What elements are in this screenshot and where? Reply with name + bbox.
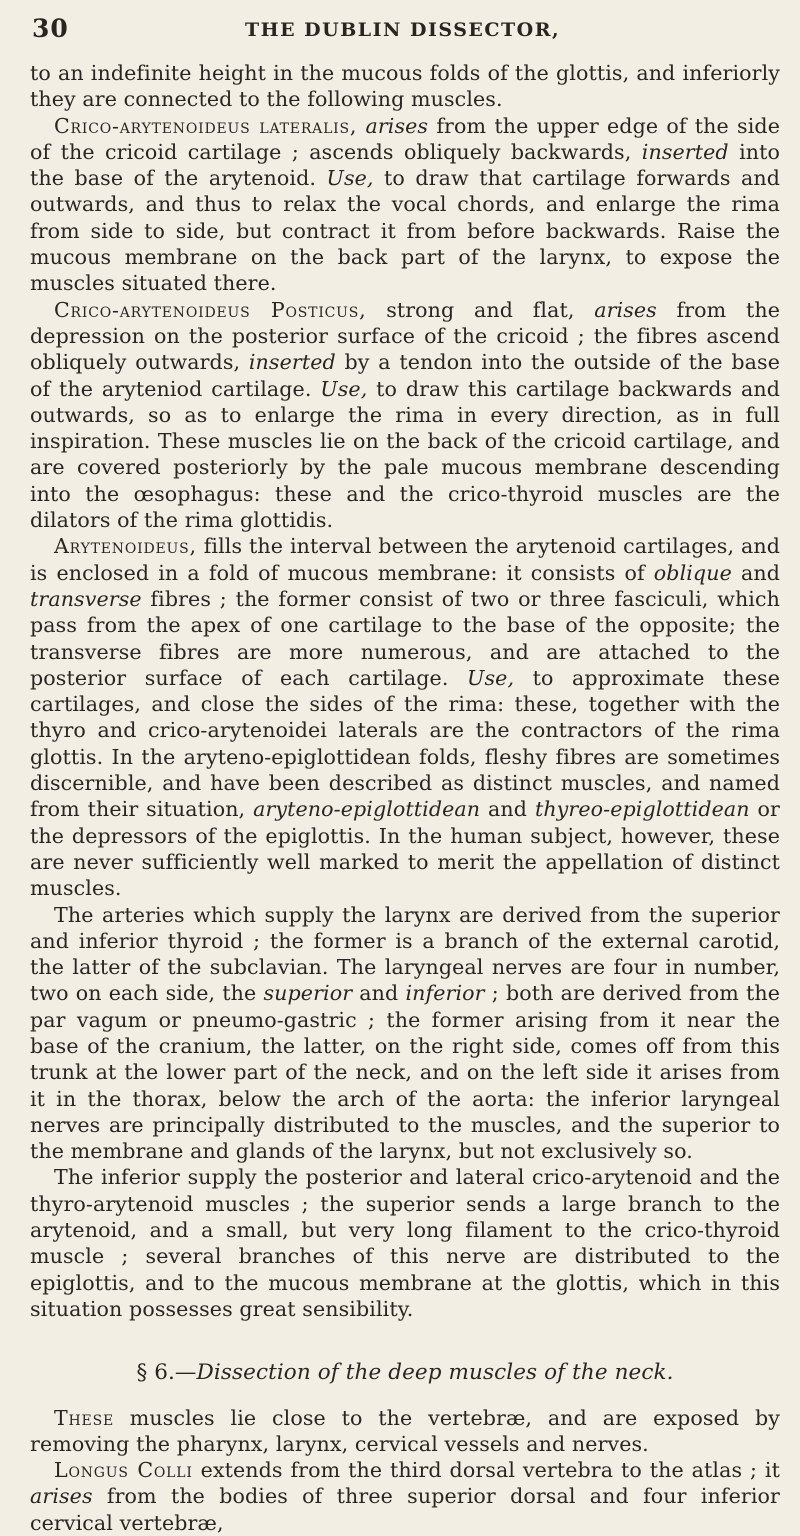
text-run: from the bodies of three superior dorsal and four inferior cervical vertebræ, (30, 1484, 780, 1535)
text-run: The arteries which supply the larynx are derived from the superior and inferior thyroid ; the former is a branch of the external carotid, the latter of the subclavian. The laryngeal nerves are four in number, two on each side, the (30, 902, 780, 1006)
paragraph (30, 1164, 780, 1322)
italic-run: arises (365, 113, 429, 138)
italic-run: Use, (320, 376, 368, 401)
paragraph (30, 297, 780, 534)
italic-run: inserted (641, 139, 729, 164)
paragraph (30, 60, 780, 113)
text-run: from the depression on the posterior surface of the cricoid ; the fibres ascend obliquely outwards, (30, 297, 780, 375)
paragraph (30, 1405, 780, 1458)
italic-run: inserted (248, 350, 336, 375)
italic-run: transverse (30, 586, 142, 611)
italic-run: oblique (653, 560, 732, 585)
text-run: from the upper edge of the side of the cricoid cartilage ; ascends obliquely backwards, (30, 113, 780, 164)
section-title: Dissection of the deep muscles of the neck. (196, 1360, 674, 1386)
paragraphs-after-section (30, 1405, 780, 1536)
text-run: muscles lie close to the vertebræ, and are exposed by removing the pharynx, larynx, cervical vessels and nerves. (30, 1405, 780, 1456)
italic-run: Use, (326, 166, 374, 191)
text-run: fibres ; the former consist of two or three fasciculi, which pass from the apex of one cartilage to the base of the opposite; the transverse fibres are more numerous, and are attached to the posterior surface of each cartilage. (30, 586, 780, 690)
italic-run: arises (30, 1484, 93, 1509)
page-number: 30 (32, 14, 69, 43)
paragraph (30, 902, 780, 1165)
text-run: strong and flat, (366, 297, 595, 322)
section-number: § 6.— (136, 1360, 197, 1386)
text-run: by a tendon into the outside of the base of the aryteniod cartilage. (30, 350, 780, 401)
running-header (30, 10, 780, 50)
italic-run: arises (594, 297, 657, 322)
italic-run: aryteno-epiglottidean (253, 797, 481, 822)
body-text (30, 60, 780, 1536)
running-title: THE DUBLIN DISSECTOR, (245, 19, 561, 41)
text-run: extends from the third dorsal vertebra to the atlas ; it (192, 1458, 780, 1483)
text-run: and (731, 560, 780, 585)
text-run: or the depressors of the epiglottis. In the human subject, however, these are never sufficiently well marked to merit the appellation of distinct muscles. (30, 797, 780, 901)
paragraphs-before-section (30, 60, 780, 1322)
small-caps-run: These (54, 1405, 114, 1430)
paragraph (30, 113, 780, 297)
paragraph (30, 1457, 780, 1536)
text-run: and (480, 797, 535, 822)
italic-run: inferior (405, 981, 485, 1006)
italic-run: Use, (467, 665, 515, 690)
small-caps-run: Crico-arytenoideus lateralis, (54, 113, 358, 138)
small-caps-run: Arytenoideus, (54, 534, 197, 559)
italic-run: superior (263, 981, 353, 1006)
text-run: and (352, 981, 406, 1006)
text-run: ; both are derived from the par vagum or pneumo-gastric ; the former arising from it near the base of the cranium, the latter, on the right side, comes off from this trunk at the lower part of the neck, and on the left side it arises from it in the thorax, below the arch of the aorta: the inferior laryngeal nerves are principally distributed to the muscles, and the superior to the membrane and glands of the larynx, but not exclusively so. (30, 981, 780, 1164)
italic-run: thyreo-epiglottidean (534, 797, 750, 822)
text-run: to approximate these cartilages, and close the sides of the rima: these, together with the thyro and crico-arytenoidei laterals are the contractors of the rima glottis. In the aryteno-epiglottidean folds, fleshy fibres are sometimes discernible, and have been described as distinct muscles, and named from their situation, (30, 665, 780, 822)
small-caps-run: Crico-arytenoideus Posticus, (54, 297, 367, 322)
text-run: fills the interval between the arytenoid cartilages, and is enclosed in a fold of mucous membrane: it consists of (30, 534, 780, 585)
text-run: to an indefinite height in the mucous folds of the glottis, and inferiorly they are connected to the following muscles. (30, 61, 780, 112)
text-run: into the base of the arytenoid. (30, 139, 780, 191)
text-run: The inferior supply the posterior and lateral crico-arytenoid and the thyro-arytenoid muscles ; the superior sends a large branch to the arytenoid, and a small, but very long filament to the crico-thyroid muscle ; several branches of this nerve are distributed to the epiglottis, and to the mucous membrane at the glottis, which in this situation possesses great sensibility. (30, 1165, 780, 1321)
paragraph (30, 533, 780, 901)
text-run: to draw that cartilage forwards and outwards, and thus to relax the vocal chords, and enlarge the rima from side to side, but contract it from before backwards. Raise the mucous membrane on the back part of the larynx, to expose the muscles situated there. (30, 166, 780, 296)
small-caps-run: Longus Colli (54, 1458, 193, 1483)
text-run: to draw this cartilage backwards and outwards, so as to enlarge the rima in every direction, as in full inspiration. These muscles lie on the back of the cricoid cartilage, and are covered posteriorly by the pale mucous membrane descending into the œsophagus: these and the crico-thyroid muscles are the dilators of the rima glottidis. (30, 376, 780, 533)
section-heading (30, 1360, 780, 1386)
